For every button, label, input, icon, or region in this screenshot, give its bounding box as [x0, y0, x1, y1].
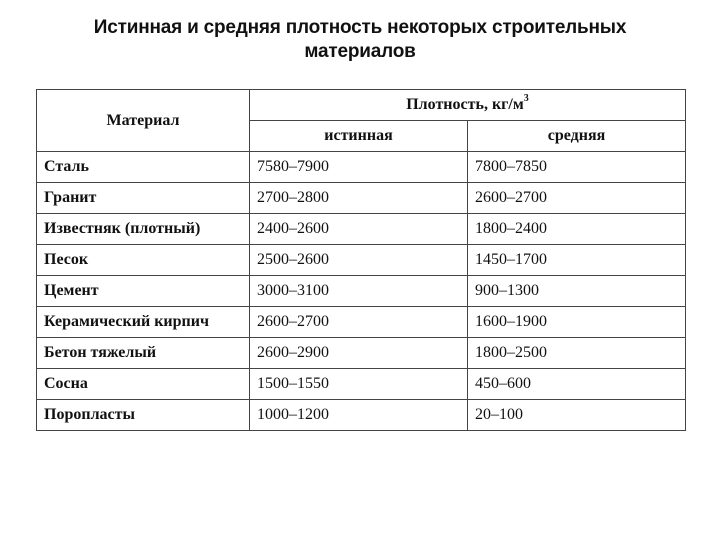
cell-material: Известняк (плотный) — [37, 214, 250, 245]
cell-material: Керамический кирпич — [37, 307, 250, 338]
cell-average-density: 2600–2700 — [468, 183, 686, 214]
table-row — [37, 214, 686, 245]
cell-material: Песок — [37, 245, 250, 276]
cell-material: Сталь — [37, 152, 250, 183]
density-table — [36, 89, 686, 431]
cell-true-density: 1000–1200 — [250, 400, 468, 431]
table-row — [37, 183, 686, 214]
title-line-1: Истинная и средняя плотность некоторых строительных — [93, 17, 627, 38]
cell-true-density: 2600–2900 — [250, 338, 468, 369]
cell-average-density: 1800–2500 — [468, 338, 686, 369]
cell-average-density: 20–100 — [468, 400, 686, 431]
table-row — [37, 369, 686, 400]
cell-average-density: 450–600 — [468, 369, 686, 400]
cell-true-density: 2500–2600 — [250, 245, 468, 276]
cell-material: Цемент — [37, 276, 250, 307]
table-row — [37, 338, 686, 369]
cell-true-density: 1500–1550 — [250, 369, 468, 400]
cell-true-density: 2400–2600 — [250, 214, 468, 245]
header-true-density: истинная — [250, 121, 468, 152]
table-row — [37, 276, 686, 307]
cell-average-density: 1450–1700 — [468, 245, 686, 276]
header-material: Материал — [37, 90, 250, 152]
table-row — [37, 152, 686, 183]
table-body — [37, 152, 686, 431]
cell-material: Поропласты — [37, 400, 250, 431]
table-row — [37, 245, 686, 276]
cell-average-density: 1600–1900 — [468, 307, 686, 338]
cell-true-density: 2700–2800 — [250, 183, 468, 214]
cell-true-density: 2600–2700 — [250, 307, 468, 338]
unit-superscript: 3 — [523, 93, 529, 104]
title-line-2: материалов — [304, 41, 416, 62]
cell-true-density: 7580–7900 — [250, 152, 468, 183]
page-title — [0, 16, 720, 64]
cell-material: Гранит — [37, 183, 250, 214]
header-density-group: Плотность, $кг/м^3$ — [250, 90, 686, 121]
cell-average-density: 900–1300 — [468, 276, 686, 307]
table-row — [37, 307, 686, 338]
cell-average-density: 1800–2400 — [468, 214, 686, 245]
header-average-density: средняя — [468, 121, 686, 152]
cell-average-density: 7800–7850 — [468, 152, 686, 183]
header-row-1 — [37, 90, 686, 121]
cell-material: Бетон тяжелый — [37, 338, 250, 369]
cell-true-density: 3000–3100 — [250, 276, 468, 307]
table-row — [37, 400, 686, 431]
cell-material: Сосна — [37, 369, 250, 400]
